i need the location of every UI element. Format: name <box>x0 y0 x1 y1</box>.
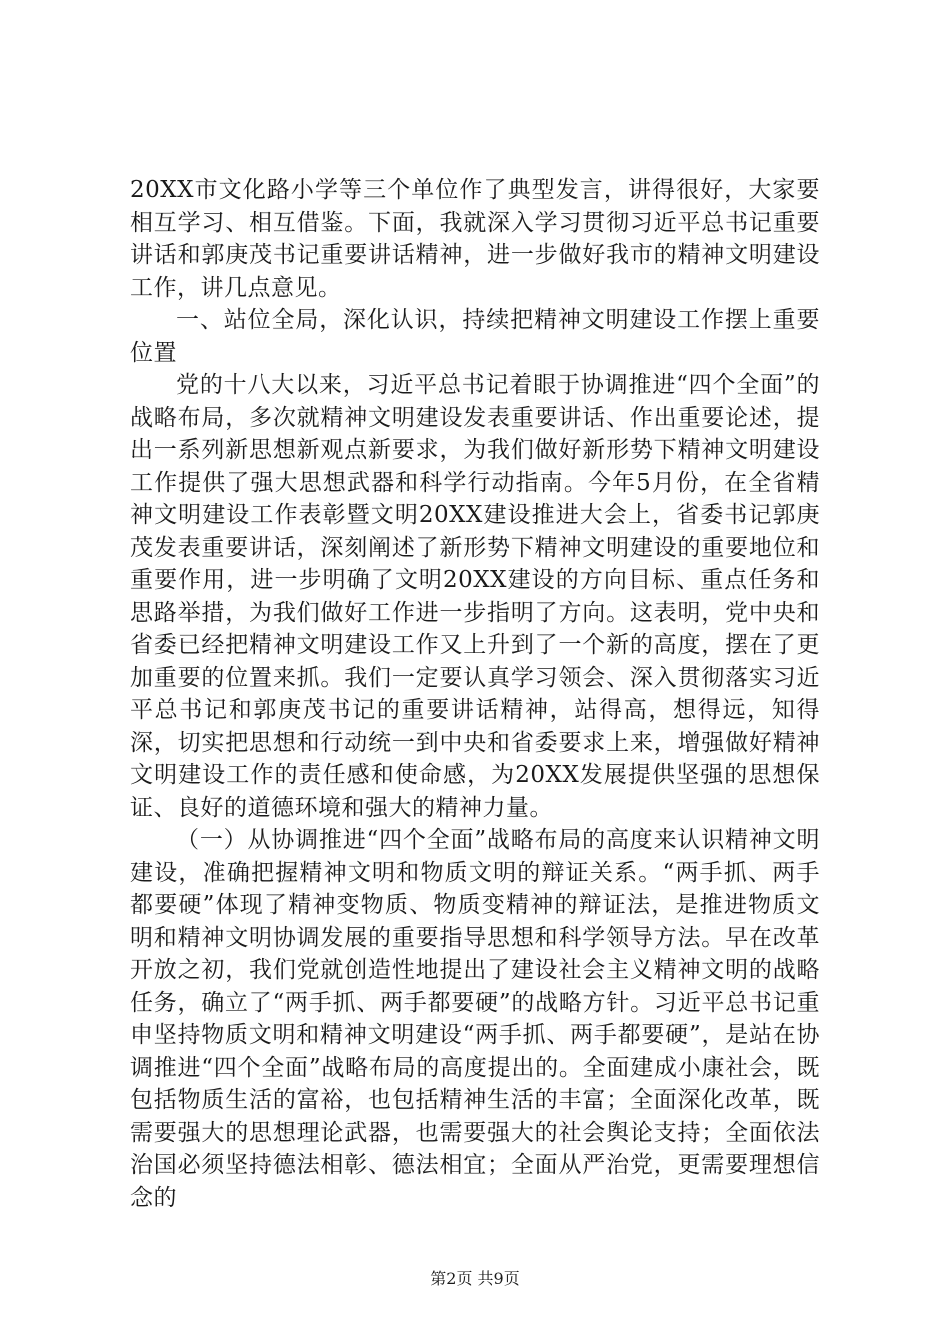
paragraph-body: 党的十八大以来，习近平总书记着眼于协调推进“四个全面”的战略布局，多次就精神文明建设发表重要讲话、作出重要论述，提出一系列新思想新观点新要求，为我们做好新形势下精神文明建设工作提供了强大思想武器和科学行动指南。今年5月份，在全省精神文明建设工作表彰暨文明20XX建设推进大会上，省委书记郭庚茂发表重要讲话，深刻阐述了新形势下精神文明建设的重要地位和重要作用，进一步明确了文明20XX建设的方向目标、重点任务和思路举措，为我们做好工作进一步指明了方向。这表明，党中央和省委已经把精神文明建设工作又上升到了一个新的高度，摆在了更加重要的位置来抓。我们一定要认真学习领会、深入贯彻落实习近平总书记和郭庚茂书记的重要讲话精神，站得高，想得远，知得深，切实把思想和行动统一到中央和省委要求上来，增强做好精神文明建设工作的责任感和使命感，为20XX发展提供坚强的思想保证、良好的道德环境和强大的精神力量。 <box>130 372 820 821</box>
paragraph-subsection: （一）从协调推进“四个全面”战略布局的高度来认识精神文明建设，准确把握精神文明和物质文明的辩证关系。“两手抓、两手都要硬”体现了精神变物质、物质变精神的辩证法，是推进物质文明和精神文明协调发展的重要指导思想和科学领导方法。早在改革开放之初，我们党就创造性地提出了建设社会主义精神文明的战略任务，确立了“两手抓、两手都要硬”的战略方针。习近平总书记重申坚持物质文明和精神文明建设“两手抓、两手都要硬”，是站在协调推进“四个全面”战略布局的高度提出的。全面建成小康社会，既包括物质生活的富裕，也包括精神生活的丰富；全面深化改革，既需要强大的思想理论武器，也需要强大的社会舆论支持；全面依法治国必须坚持德法相彰、德法相宜；全面从严治党，更需要理想信念的 <box>130 827 820 1211</box>
section-heading: 一、站位全局，深化认识，持续把精神文明建设工作摆上重要位置 <box>130 307 820 366</box>
document-body <box>130 174 820 1214</box>
page-footer: 第2页 共9页 <box>430 1269 520 1288</box>
paragraph-intro: 20XX市文化路小学等三个单位作了典型发言，讲得很好，大家要相互学习、相互借鉴。下面，我就深入学习贯彻习近平总书记重要讲话和郭庚茂书记重要讲话精神，进一步做好我市的精神文明建设工作，讲几点意见。 <box>130 177 820 301</box>
